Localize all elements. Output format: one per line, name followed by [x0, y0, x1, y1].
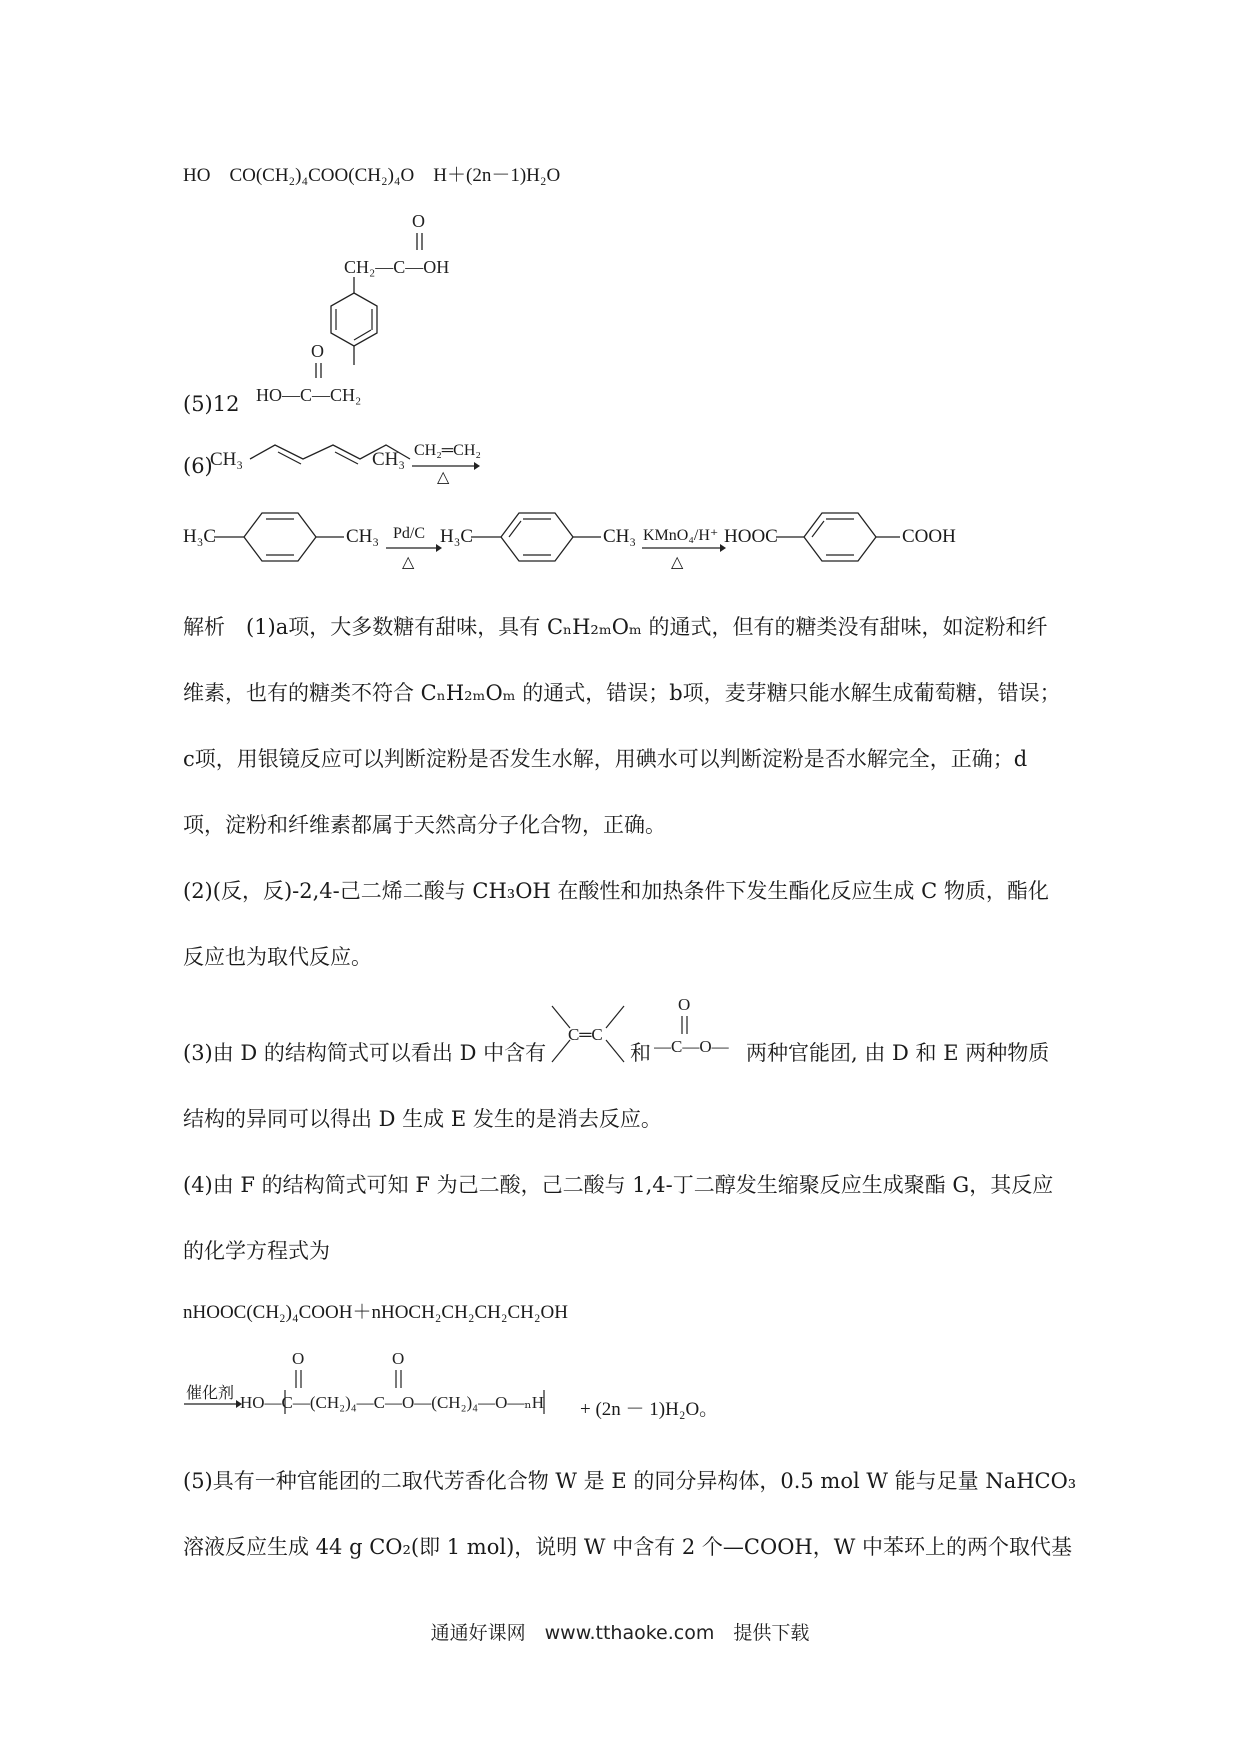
analysis-p1-line2: 维素，也有的糖类不符合 CₙH₂ₘOₘ 的通式，错误；b项，麦芽糖只能水解生成葡萄糖，错误；: [183, 681, 1061, 705]
analysis-p1-line4: 项，淀粉和纤维素都属于天然高分子化合物，正确。: [183, 813, 666, 837]
hooc-label: HOOC: [724, 526, 778, 547]
analysis-p4-line2: 的化学方程式为: [183, 1239, 330, 1263]
ester-chain-label: —C—O—: [654, 1037, 729, 1056]
answer5-label: (5)12: [183, 392, 240, 416]
ester-group-structure: [654, 990, 744, 1070]
o-bottom-label: O: [311, 341, 324, 361]
cond-heat-2: △: [402, 554, 415, 571]
analysis-p3-part-c: 两种官能团, 由 D 和 E 两种物质: [746, 1041, 1050, 1065]
cyclohexadiene-ring: [214, 505, 344, 565]
cc-label: C═C: [568, 1025, 603, 1044]
cooh-label: COOH: [902, 526, 956, 547]
arrow-3: [642, 542, 726, 554]
h3c-label-2: H₃C: [440, 526, 474, 547]
cond-heat-3: △: [671, 554, 684, 571]
analysis-p5-line1: (5)具有一种官能团的二取代芳香化合物 W 是 E 的同分异构体，0.5 mol W 能与足量 NaHCO₃: [183, 1469, 1077, 1493]
answer5-structure: [180, 205, 500, 415]
analysis-p3-part-a: (3)由 D 的结构简式可以看出 D 中含有: [183, 1041, 547, 1065]
benzene-ring-xylene: [471, 505, 601, 565]
equation-reactants: nHOOC(CH₂)₄COOH＋nHOCH₂CH₂CH₂CH₂OH: [183, 1302, 568, 1323]
top-equation: HO CO(CH₂)₄COO(CH₂)₄O H＋(2n－1)H₂O: [183, 165, 561, 186]
polymer-chain-label: HO—C—(CH₂)₄—C—O—(CH₂)₄—O—ₙH: [240, 1393, 544, 1412]
bottom-group-label: HO—C—CH₂: [256, 385, 362, 405]
reagent-ethylene: CH₂═CH₂: [414, 442, 481, 459]
polymer-o-label-1: O: [292, 1349, 305, 1368]
h3c-label-1: H₃C: [183, 526, 217, 547]
analysis-p1-line3: c项，用银镜反应可以判断淀粉是否发生水解，用碘水可以判断淀粉是否水解完全，正确；d: [183, 747, 1028, 771]
benzene-ring-terephthalic: [776, 505, 906, 565]
answer6-label: (6): [183, 454, 213, 478]
analysis-p1-line1: 解析 (1)a项，大多数糖有甜味，具有 CₙH₂ₘOₘ 的通式，但有的糖类没有甜味，如淀粉和纤: [183, 615, 1048, 639]
reagent-pdc: Pd/C: [393, 525, 426, 542]
hexadiene-right-ch3: CH₃: [372, 449, 406, 470]
analysis-p5-line2: 溶液反应生成 44 g CO₂(即 1 mol)，说明 W 中含有 2 个—COOH，W 中苯环上的两个取代基: [183, 1535, 1072, 1559]
o-top-label: O: [412, 211, 425, 231]
polymer-o-label-2: O: [392, 1349, 405, 1368]
cc-double-bond-structure: [548, 1000, 628, 1070]
analysis-p2-line1: (2)(反，反)-2,4-己二烯二酸与 CH₃OH 在酸性和加热条件下发生酯化反应生成 C 物质，酯化: [183, 879, 1049, 903]
analysis-p2-line2: 反应也为取代反应。: [183, 945, 372, 969]
cond-heat-1: △: [437, 469, 450, 486]
arrow-catalyst: [184, 1398, 242, 1410]
reagent-kmno4: KMnO₄/H⁺: [643, 527, 719, 544]
ester-o-label: O: [678, 995, 691, 1014]
hexadiene-left-ch3: CH₃: [210, 449, 244, 470]
equation-water: + (2n － 1)H₂O。: [580, 1399, 719, 1420]
analysis-p3-and: 和: [630, 1041, 651, 1065]
analysis-p3-line2: 结构的异同可以得出 D 生成 E 发生的是消去反应。: [183, 1107, 662, 1131]
page-footer: 通通好课网 www.tthaoke.com 提供下载: [430, 1622, 810, 1644]
polymer-structure: [240, 1340, 570, 1420]
top-group-label: CH₂—C—OH: [344, 257, 450, 277]
ch3-label-2: CH₃: [603, 526, 637, 547]
catalyst-label: 催化剂: [186, 1385, 235, 1402]
ch3-label-1: CH₃: [346, 526, 380, 547]
analysis-p4-line1: (4)由 F 的结构简式可知 F 为己二酸，己二酸与 1,4-丁二醇发生缩聚反应生成聚酯 G，其反应: [183, 1173, 1054, 1197]
